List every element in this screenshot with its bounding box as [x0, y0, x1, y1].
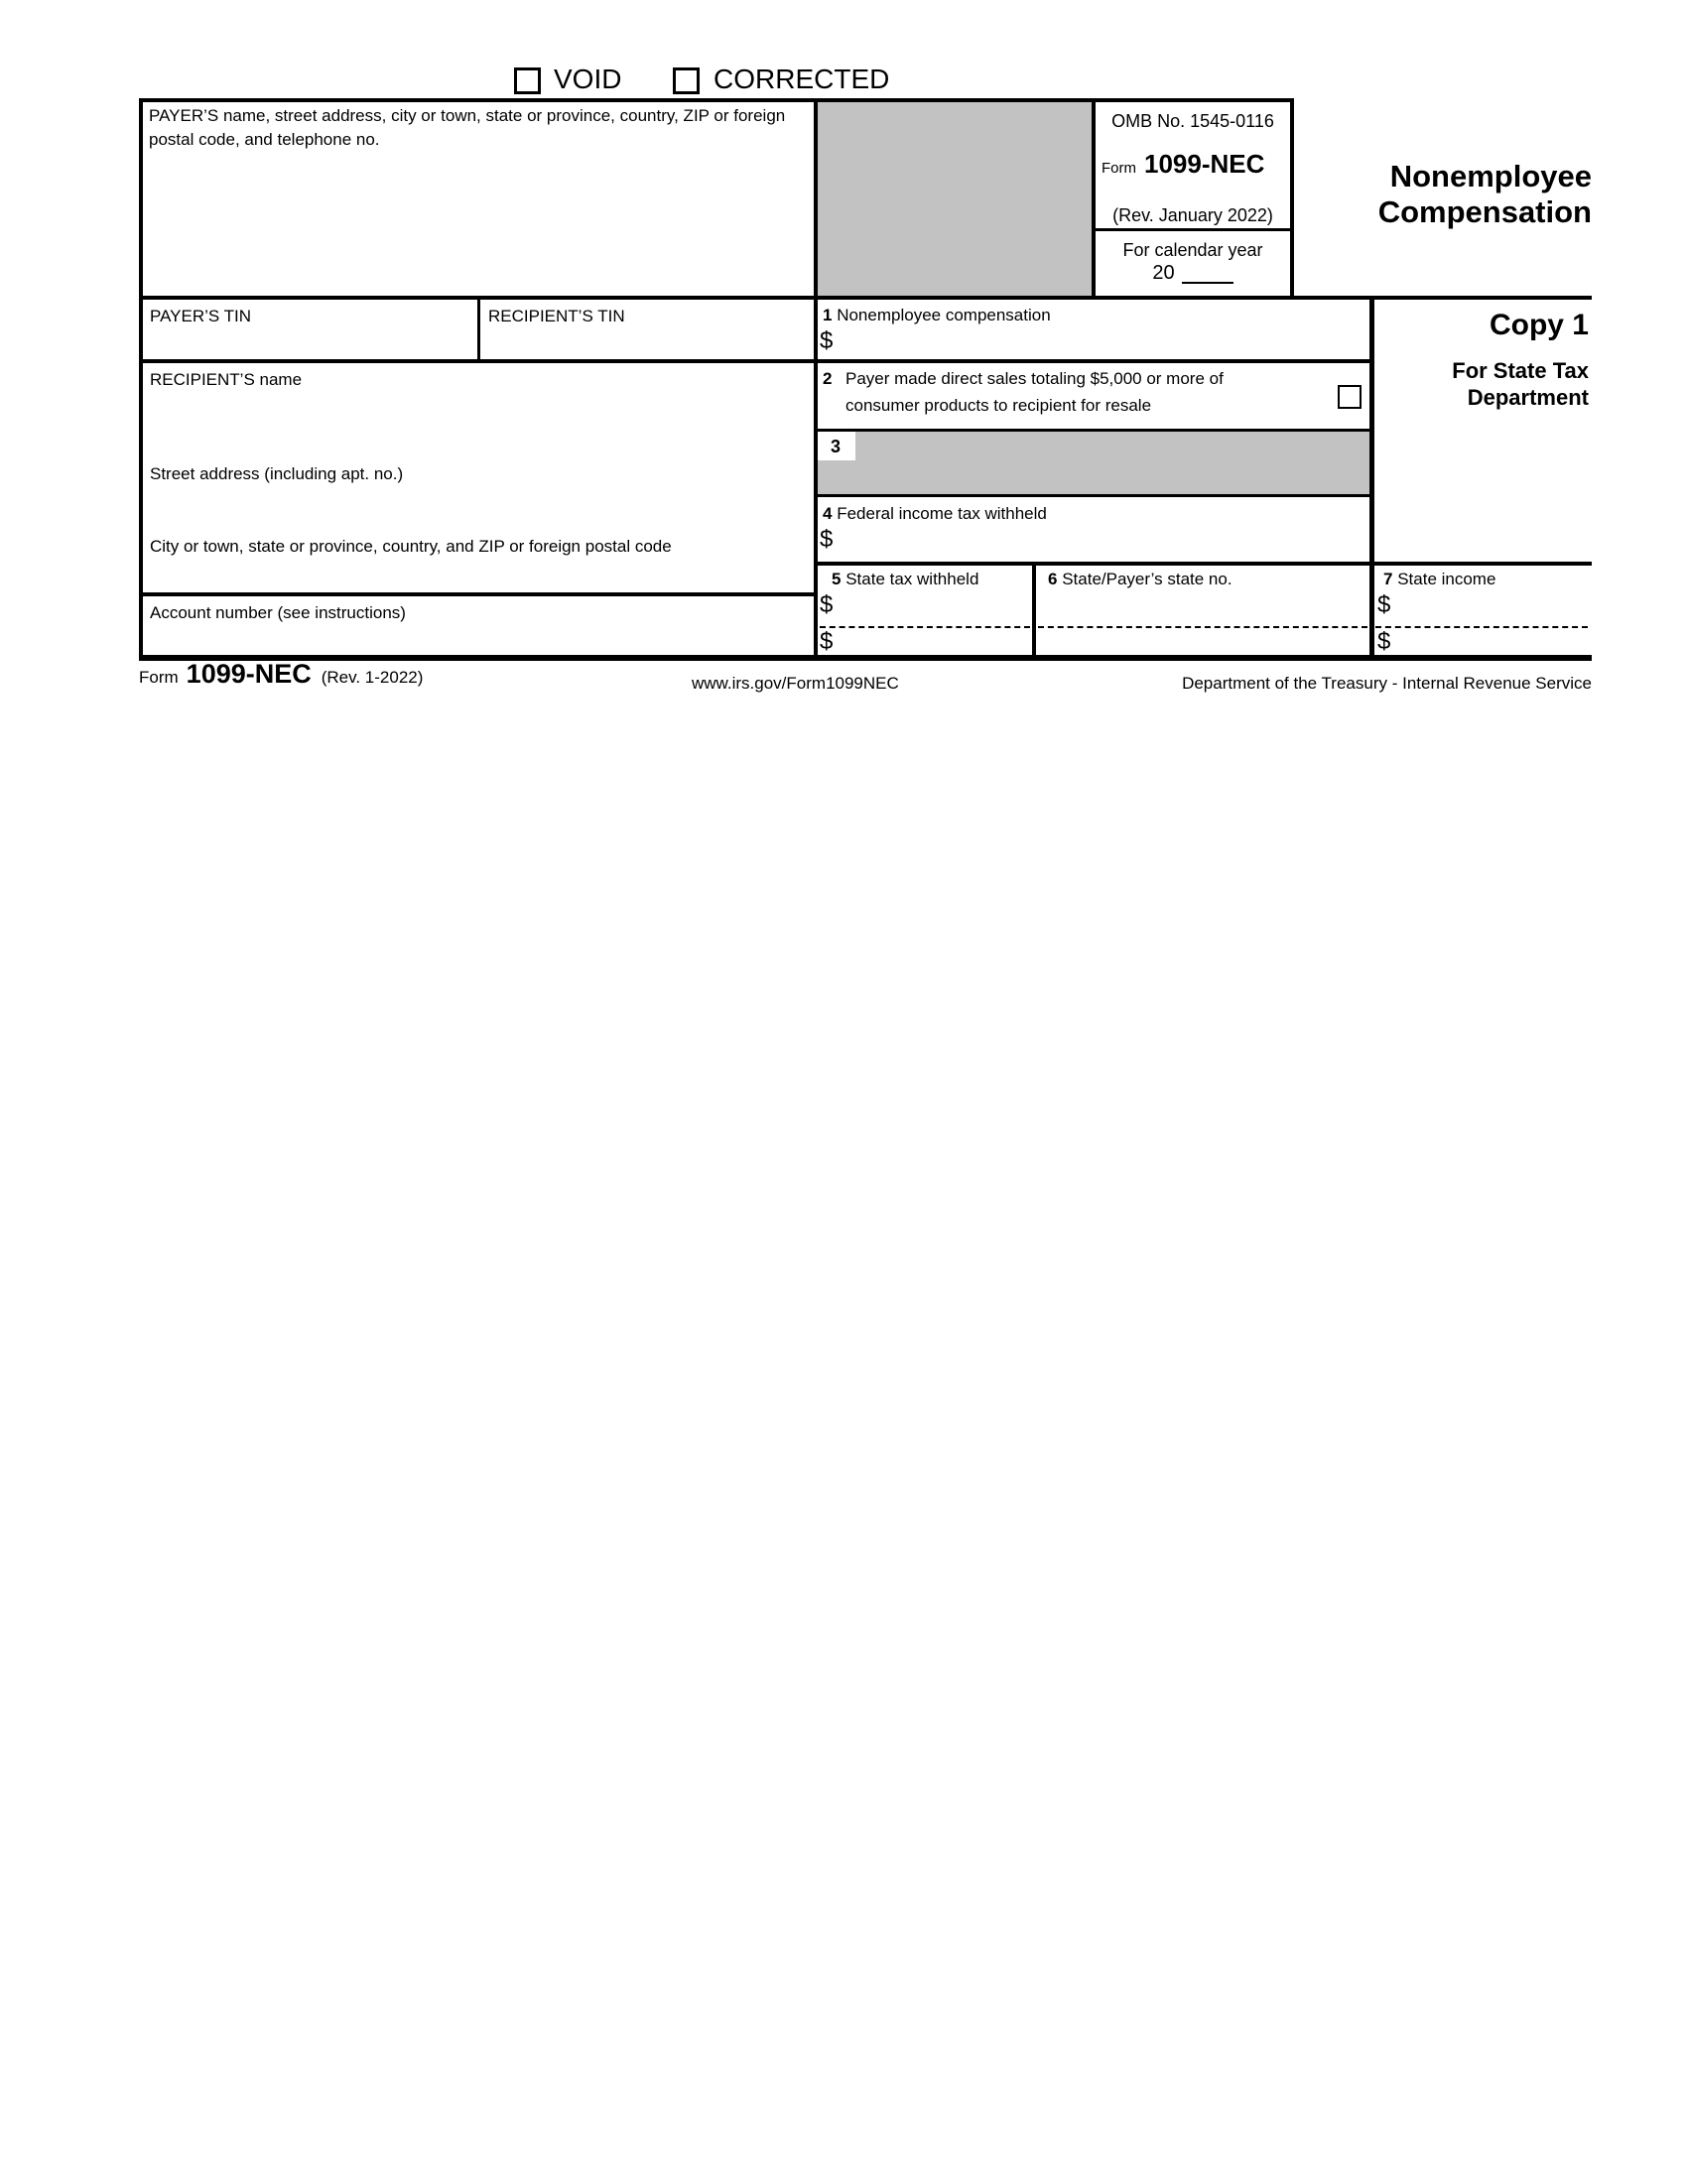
- box1-dollar-sign: $: [820, 327, 834, 354]
- box5-number: 5: [832, 570, 842, 588]
- box5-amount-entry-2[interactable]: [818, 629, 1030, 654]
- box7-number: 7: [1383, 570, 1393, 588]
- box4-label: Federal income tax withheld: [837, 504, 1047, 523]
- city-label: City or town, state or province, country, and ZIP or foreign postal code: [150, 537, 672, 556]
- box2-number: 2: [823, 369, 833, 388]
- box5-label: State tax withheld: [845, 570, 979, 588]
- street-address-label: Street address (including apt. no.): [150, 464, 404, 483]
- footer-agency: Department of the Treasury - Internal Revenue Service: [1182, 674, 1592, 693]
- form-title: [1310, 159, 1592, 230]
- city-entry[interactable]: [145, 560, 810, 589]
- box2-label-line2: consumer products to recipient for resale: [845, 396, 1152, 415]
- calendar-year-entry[interactable]: [1182, 262, 1233, 284]
- box1-amount-entry[interactable]: [818, 327, 1365, 357]
- box2-checkbox[interactable]: [1338, 385, 1362, 409]
- footer-form-word: Form: [139, 668, 179, 687]
- recipients-tin-label: RECIPIENT’S TIN: [488, 307, 625, 325]
- omb-number: OMB No. 1545-0116: [1111, 111, 1274, 131]
- corrected-label: CORRECTED: [714, 64, 890, 94]
- copy-label: Copy 1: [1489, 309, 1589, 341]
- divider-account-row-top: [139, 592, 818, 596]
- divider-payer-recipient-tin: [477, 300, 480, 361]
- recipients-tin-entry[interactable]: [484, 329, 810, 357]
- box6-label: State/Payer’s state no.: [1062, 570, 1233, 588]
- box6-label-row: [1048, 568, 1233, 591]
- void-label: VOID: [554, 64, 622, 94]
- box7-amount-entry-1[interactable]: [1375, 591, 1588, 624]
- form-number: 1099-NEC: [1144, 149, 1265, 179]
- divider-box5-box6: [1032, 566, 1036, 659]
- corrected-checkbox[interactable]: [673, 67, 700, 94]
- box5-dollar-sign-1: $: [820, 591, 834, 618]
- footer-form-number: 1099-NEC: [186, 659, 312, 689]
- shaded-box-top: [818, 102, 1092, 296]
- footer-url[interactable]: www.irs.gov/Form1099NEC: [692, 674, 899, 693]
- box1-number: 1: [823, 306, 833, 324]
- box6-entry-1[interactable]: [1038, 591, 1367, 624]
- box5-label-row: [832, 568, 978, 591]
- calendar-year-label: For calendar year: [1122, 240, 1263, 260]
- box4-number: 4: [823, 504, 833, 523]
- account-number-label: Account number (see instructions): [150, 603, 406, 622]
- copy-destination-line1: For State Tax: [1452, 358, 1589, 383]
- footer-form-id: [139, 659, 423, 690]
- account-number-entry[interactable]: [145, 625, 810, 653]
- box7-label: State income: [1397, 570, 1496, 588]
- border-omb-right: [1290, 98, 1294, 298]
- border-left: [139, 98, 143, 659]
- copy-destination-line2: Department: [1467, 385, 1589, 410]
- box3-number: 3: [831, 437, 842, 456]
- payer-info-entry[interactable]: [145, 154, 810, 293]
- box6-number: 6: [1048, 570, 1058, 588]
- footer-revision: (Rev. 1-2022): [321, 668, 424, 687]
- shaded-box-3: [818, 432, 1369, 494]
- form-title-line1: Nonemployee: [1389, 159, 1592, 193]
- box7-dollar-sign-2: $: [1377, 628, 1391, 655]
- box7-dollar-sign-1: $: [1377, 591, 1391, 618]
- border-top: [139, 98, 1294, 102]
- form-title-line2: Compensation: [1377, 194, 1592, 229]
- box6-entry-2[interactable]: [1038, 629, 1367, 654]
- box4-label-row: [823, 502, 1047, 526]
- copy-destination: [1369, 357, 1589, 411]
- divider-recipient-row-top: [139, 359, 1369, 363]
- box5-dashed-line: [820, 626, 1030, 628]
- recipients-name-label: RECIPIENT’S name: [150, 370, 303, 389]
- payer-info-label: PAYER’S name, street address, city or town, state or province, country, ZIP or foreign postal code, and telephone no.: [149, 106, 786, 149]
- payers-tin-label: PAYER’S TIN: [150, 307, 252, 325]
- box2-label-line1: Payer made direct sales totaling $5,000 or more of: [845, 369, 1224, 388]
- calendar-year-line: [1096, 262, 1290, 284]
- void-checkbox[interactable]: [514, 67, 541, 94]
- payers-tin-entry[interactable]: [145, 329, 472, 357]
- box7-amount-entry-2[interactable]: [1375, 629, 1588, 654]
- box1-label-row: [823, 304, 1051, 327]
- revision-label: (Rev. January 2022): [1112, 205, 1273, 225]
- box5-dollar-sign-2: $: [820, 628, 834, 655]
- box4-amount-entry[interactable]: [818, 526, 1365, 556]
- divider-omb-calendar: [1096, 228, 1290, 231]
- box1-label: Nonemployee compensation: [837, 306, 1051, 324]
- divider-state-row-top: [814, 562, 1592, 566]
- divider-box3-bottom: [818, 494, 1369, 497]
- divider-box2-bottom: [818, 429, 1369, 432]
- form-number-line: [1102, 149, 1264, 180]
- box5-amount-entry-1[interactable]: [818, 591, 1030, 624]
- box4-dollar-sign: $: [820, 526, 834, 553]
- form-word: Form: [1102, 160, 1136, 177]
- year-prefix: 20: [1152, 262, 1175, 284]
- box7-label-row: [1383, 568, 1495, 591]
- recipients-name-entry[interactable]: [145, 393, 810, 456]
- divider-middle-column-left: [814, 98, 818, 659]
- street-address-entry[interactable]: [145, 488, 810, 530]
- divider-copy-column-left: [1369, 300, 1374, 659]
- box7-dashed-line: [1375, 626, 1588, 628]
- box6-dashed-line: [1038, 626, 1367, 628]
